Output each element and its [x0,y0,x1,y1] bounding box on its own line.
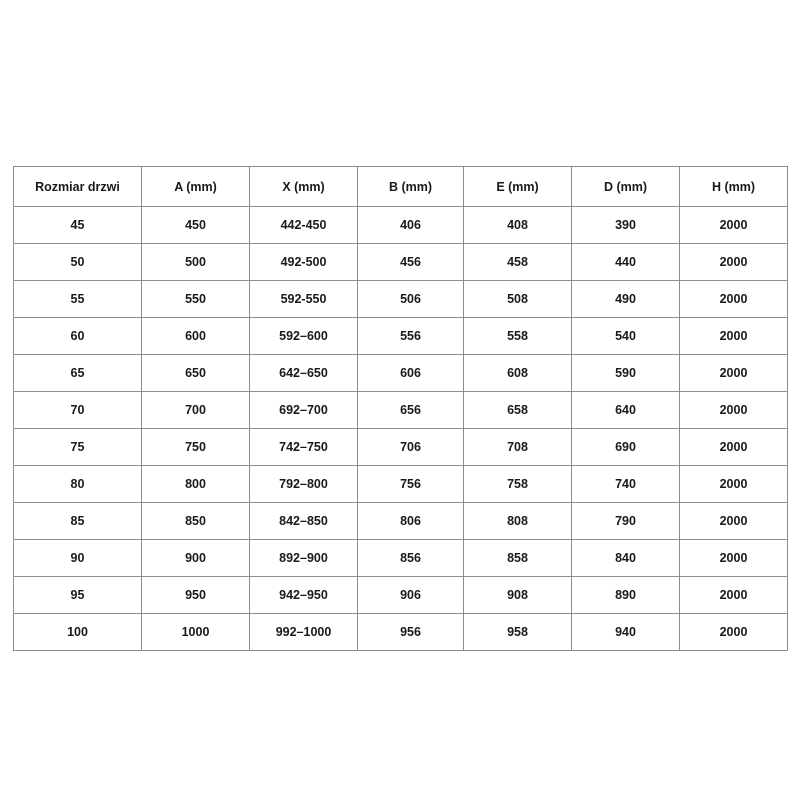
cell-a: 900 [142,540,250,577]
cell-size: 90 [14,540,142,577]
cell-b: 606 [358,355,464,392]
table-row [14,207,788,244]
table-header-row [14,167,788,207]
cell-a: 950 [142,577,250,614]
cell-a: 750 [142,429,250,466]
column-header-x: X (mm) [250,167,358,207]
cell-h: 2000 [680,207,788,244]
column-header-h: H (mm) [680,167,788,207]
cell-e: 908 [464,577,572,614]
cell-e: 458 [464,244,572,281]
cell-a: 850 [142,503,250,540]
cell-x: 692–700 [250,392,358,429]
cell-size: 95 [14,577,142,614]
column-header-a: A (mm) [142,167,250,207]
cell-d: 790 [572,503,680,540]
cell-a: 600 [142,318,250,355]
door-size-specification-table [13,166,788,651]
cell-size: 55 [14,281,142,318]
column-header-d: D (mm) [572,167,680,207]
table-header [14,167,788,207]
cell-b: 556 [358,318,464,355]
cell-size: 85 [14,503,142,540]
table-row [14,318,788,355]
cell-x: 642–650 [250,355,358,392]
cell-b: 456 [358,244,464,281]
cell-e: 608 [464,355,572,392]
spec-table-container [13,166,787,651]
cell-d: 890 [572,577,680,614]
cell-d: 940 [572,614,680,651]
cell-x: 442-450 [250,207,358,244]
cell-d: 390 [572,207,680,244]
cell-size: 80 [14,466,142,503]
table-row [14,614,788,651]
cell-size: 75 [14,429,142,466]
cell-b: 806 [358,503,464,540]
cell-h: 2000 [680,577,788,614]
cell-h: 2000 [680,281,788,318]
cell-h: 2000 [680,503,788,540]
cell-e: 558 [464,318,572,355]
cell-a: 500 [142,244,250,281]
cell-a: 650 [142,355,250,392]
cell-h: 2000 [680,540,788,577]
cell-e: 758 [464,466,572,503]
cell-size: 100 [14,614,142,651]
cell-x: 842–850 [250,503,358,540]
cell-h: 2000 [680,318,788,355]
cell-d: 640 [572,392,680,429]
cell-b: 756 [358,466,464,503]
cell-e: 858 [464,540,572,577]
cell-b: 506 [358,281,464,318]
cell-x: 792–800 [250,466,358,503]
table-row [14,244,788,281]
cell-b: 856 [358,540,464,577]
cell-e: 658 [464,392,572,429]
cell-b: 906 [358,577,464,614]
cell-b: 706 [358,429,464,466]
cell-x: 592-550 [250,281,358,318]
cell-b: 956 [358,614,464,651]
table-row [14,466,788,503]
cell-size: 70 [14,392,142,429]
table-row [14,503,788,540]
cell-x: 992–1000 [250,614,358,651]
cell-a: 800 [142,466,250,503]
cell-d: 590 [572,355,680,392]
cell-d: 540 [572,318,680,355]
cell-d: 840 [572,540,680,577]
cell-a: 450 [142,207,250,244]
table-row [14,577,788,614]
cell-size: 60 [14,318,142,355]
cell-e: 708 [464,429,572,466]
table-row [14,281,788,318]
cell-x: 742–750 [250,429,358,466]
cell-size: 65 [14,355,142,392]
cell-h: 2000 [680,392,788,429]
cell-x: 492-500 [250,244,358,281]
cell-x: 892–900 [250,540,358,577]
cell-b: 656 [358,392,464,429]
cell-d: 490 [572,281,680,318]
column-header-e: E (mm) [464,167,572,207]
cell-e: 508 [464,281,572,318]
cell-d: 440 [572,244,680,281]
cell-a: 1000 [142,614,250,651]
cell-h: 2000 [680,614,788,651]
cell-b: 406 [358,207,464,244]
column-header-rozmiar-drzwi: Rozmiar drzwi [14,167,142,207]
cell-e: 408 [464,207,572,244]
cell-h: 2000 [680,355,788,392]
cell-d: 740 [572,466,680,503]
table-row [14,540,788,577]
cell-e: 958 [464,614,572,651]
cell-d: 690 [572,429,680,466]
cell-h: 2000 [680,244,788,281]
table-row [14,429,788,466]
cell-e: 808 [464,503,572,540]
cell-a: 700 [142,392,250,429]
cell-size: 50 [14,244,142,281]
cell-h: 2000 [680,429,788,466]
column-header-b: B (mm) [358,167,464,207]
cell-x: 592–600 [250,318,358,355]
cell-size: 45 [14,207,142,244]
cell-a: 550 [142,281,250,318]
cell-x: 942–950 [250,577,358,614]
table-row [14,392,788,429]
cell-h: 2000 [680,466,788,503]
table-body [14,207,788,651]
table-row [14,355,788,392]
